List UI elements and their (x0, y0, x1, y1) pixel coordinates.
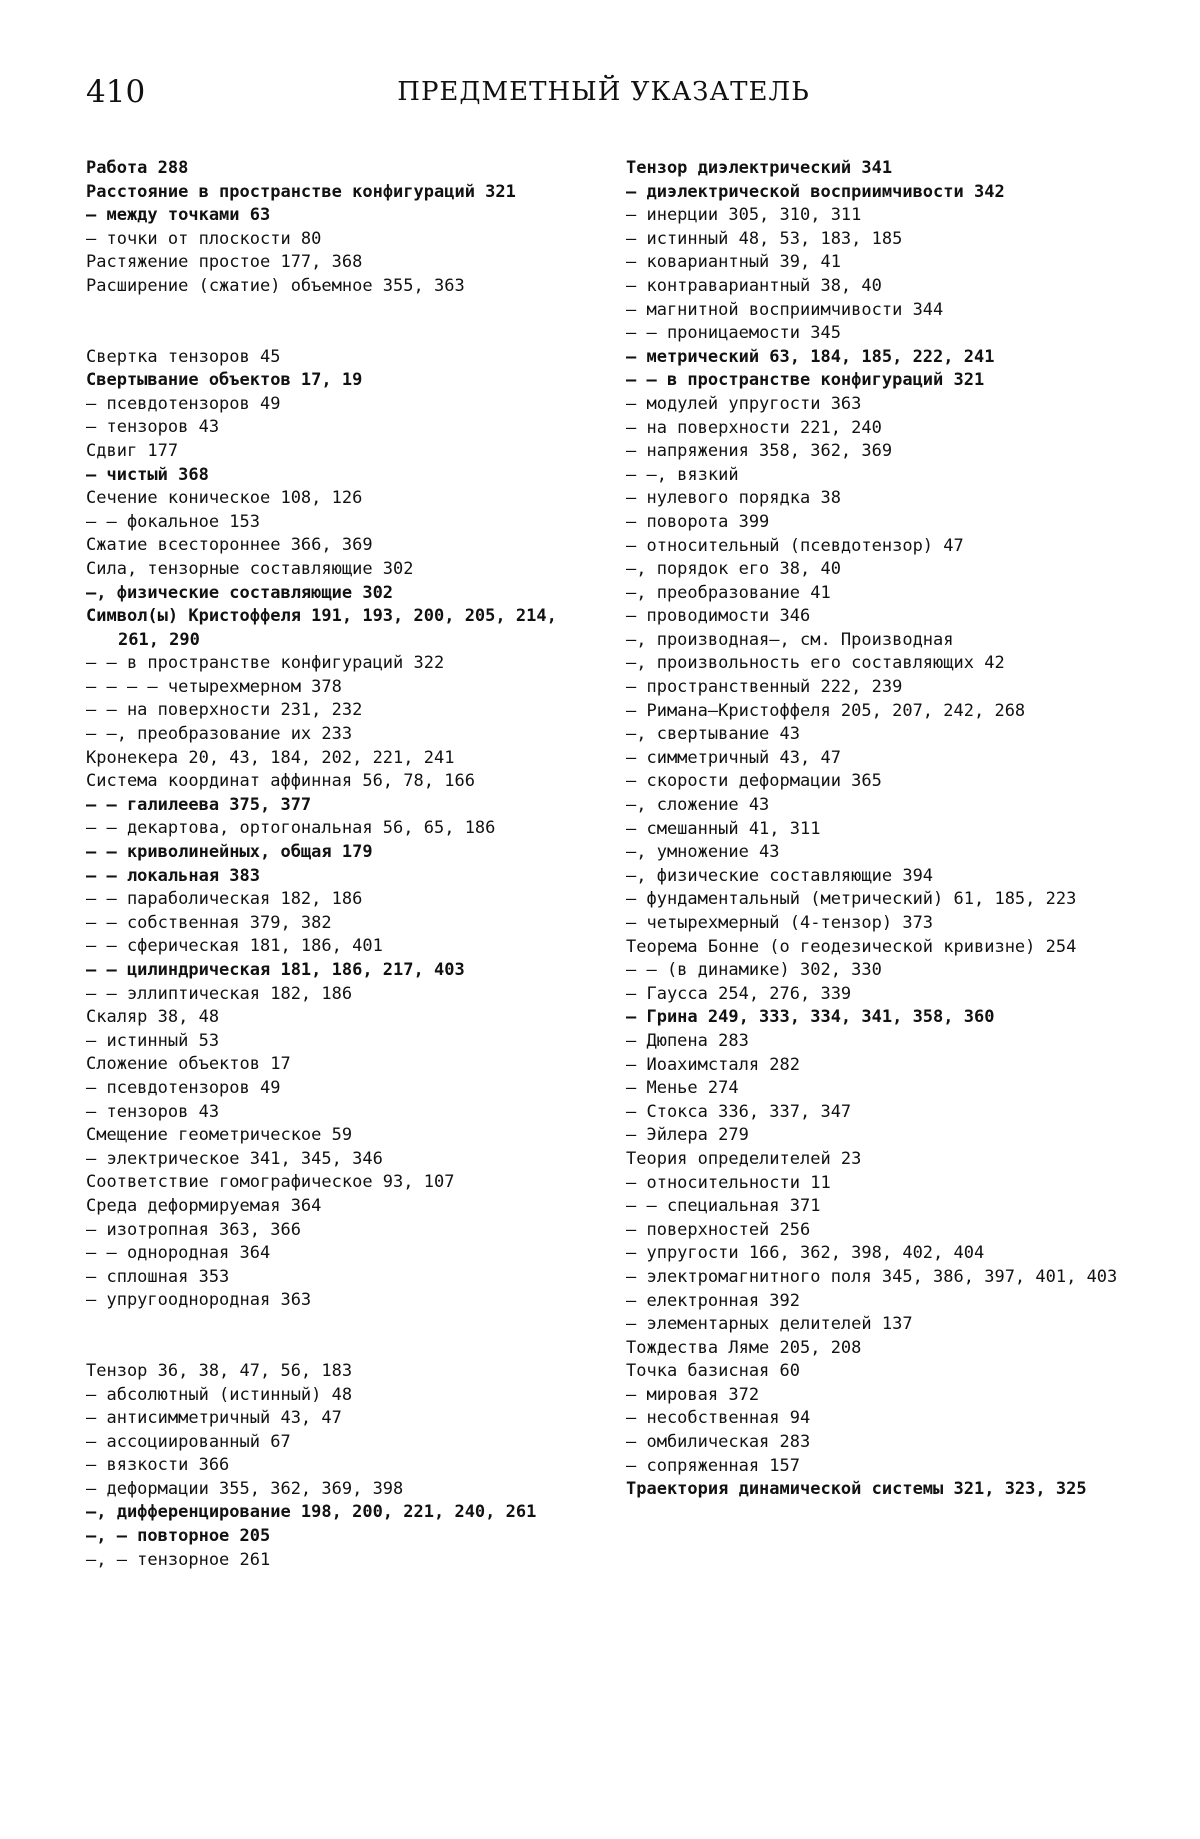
index-entry: — электромагнитного поля 345, 386, 397, 401, 403 (626, 1266, 1118, 1287)
index-entry: — — на поверхности 231, 232 (86, 700, 363, 721)
index-entry: — електронная 392 (626, 1290, 800, 1311)
index-entry: — псевдотензоров 49 (86, 1077, 281, 1098)
index-entry: — — локальная 383 (86, 865, 260, 886)
index-entry: Символ(ы) Кристоффеля 191, 193, 200, 205, 214, 261, 290 (86, 606, 557, 650)
index-entry: —, сложение 43 (626, 795, 770, 816)
index-entry: — напряжения 358, 362, 369 (626, 441, 893, 462)
index-entry: — — сферическая 181, 186, 401 (86, 936, 383, 957)
index-entry: — Иоахимсталя 282 (626, 1054, 800, 1075)
index-entry: —, производная—, см. Производная (626, 629, 954, 650)
index-entry: Сложение объектов 17 (86, 1054, 291, 1075)
index-entry: — поверхностей 256 (626, 1219, 811, 1240)
index-entry: Тензор диэлектрический 341 (626, 158, 893, 178)
index-entry: —, свертывание 43 (626, 724, 800, 745)
index-entry: — проводимости 346 (626, 606, 811, 627)
index-entry: — электрическое 341, 345, 346 (86, 1148, 383, 1169)
index-entry: — — в пространстве конфигураций 321 (626, 370, 985, 391)
index-entry: Работа 288 (86, 158, 189, 178)
index-entry: — — эллиптическая 182, 186 (86, 983, 353, 1004)
index-entry: — истинный 53 (86, 1030, 220, 1051)
index-entry: — диэлектрической восприимчивости 342 (626, 181, 1005, 202)
index-entry: —, физические составляющие 302 (86, 582, 394, 603)
index-entry: — симметричный 43, 47 (626, 747, 841, 768)
index-entry: Растяжение простое 177, 368 (86, 252, 363, 273)
index-entry: — тензоров 43 (86, 417, 220, 438)
index-entry: Расстояние в пространстве конфигураций 321 (86, 181, 516, 202)
index-entry: — —, вязкий (626, 464, 739, 485)
index-entry: Точка базисная 60 (626, 1361, 800, 1382)
index-entry: — Эйлера 279 (626, 1125, 749, 1146)
index-entry: Сечение коническое 108, 126 (86, 488, 363, 509)
index-entry: — —, преобразование их 233 (86, 724, 353, 745)
index-entry: — тензоров 43 (86, 1101, 220, 1122)
index-entry: — — декартова, ортогональная 56, 65, 186 (86, 818, 496, 839)
index-entry: — поворота 399 (626, 511, 770, 532)
index-entry: — антисимметричный 43, 47 (86, 1408, 342, 1429)
index-entry: — — галилеева 375, 377 (86, 794, 312, 815)
index-entry: Свертывание объектов 17, 19 (86, 370, 363, 391)
index-column-right (626, 157, 1121, 1502)
index-entry: — чистый 368 (86, 464, 209, 485)
index-entry: Свертка тензоров 45 (86, 346, 281, 367)
index-entry: Скаляр 38, 48 (86, 1007, 220, 1028)
index-entry: — инерции 305, 310, 311 (626, 205, 862, 226)
index-entry: — сплошная 353 (86, 1266, 230, 1287)
index-entry: — Менье 274 (626, 1078, 739, 1099)
index-entry: — ассоциированный 67 (86, 1431, 291, 1452)
index-entry: —, порядок его 38, 40 (626, 559, 841, 580)
index-entry: Сжатие всестороннее 366, 369 (86, 535, 373, 556)
index-entry: —, физические составляющие 394 (626, 865, 934, 886)
index-entry: — деформации 355, 362, 369, 398 (86, 1478, 404, 1499)
index-entry: — между точками 63 (86, 205, 271, 226)
index-entry: —, преобразование 41 (626, 582, 831, 603)
index-entry: Соответствие гомографическое 93, 107 (86, 1172, 455, 1193)
index-entry: — абсолютный (истинный) 48 (86, 1384, 353, 1405)
index-entry: — — проницаемости 345 (626, 323, 841, 344)
index-entry: — — фокальное 153 (86, 511, 260, 532)
index-entry: Система координат аффинная 56, 78, 166 (86, 771, 475, 792)
index-entry: — — цилиндрическая 181, 186, 217, 403 (86, 960, 465, 980)
index-entry: — истинный 48, 53, 183, 185 (626, 228, 903, 249)
index-entry: —, — повторное 205 (86, 1526, 271, 1547)
index-entry: — нулевого порядка 38 (626, 488, 841, 509)
index-entry: — скорости деформации 365 (626, 771, 882, 792)
index-entry: — — криволинейных, общая 179 (86, 842, 373, 863)
index-entry: — элементарных делителей 137 (626, 1314, 913, 1335)
index-entry: — Стокса 336, 337, 347 (626, 1101, 852, 1122)
index-entry: — несобственная 94 (626, 1408, 811, 1429)
index-entry: — сопряженная 157 (626, 1455, 800, 1476)
index-entry: — псевдотензоров 49 (86, 393, 281, 414)
index-entry: — — (в динамике) 302, 330 (626, 960, 882, 981)
index-entry: — магнитной восприимчивости 344 (626, 299, 944, 320)
index-entry: — модулей упругости 363 (626, 393, 862, 414)
index-entry: — Гаусса 254, 276, 339 (626, 983, 852, 1004)
index-entry: — — однородная 364 (86, 1243, 271, 1264)
index-entry: Среда деформируемая 364 (86, 1195, 322, 1216)
index-entry: — — в пространстве конфигураций 322 (86, 653, 445, 674)
index-entry: — четырехмерный (4-тензор) 373 (626, 913, 934, 933)
index-entry: — метрический 63, 184, 185, 222, 241 (626, 346, 995, 367)
index-entry: —, — тензорное 261 (86, 1549, 271, 1570)
index-entry: Теорема Бонне (о геодезической кривизне) 254 (626, 936, 1077, 957)
index-entry: — — собственная 379, 382 (86, 912, 332, 933)
index-entry: Сдвиг 177 (86, 440, 179, 461)
index-entry: — относительности 11 (626, 1172, 831, 1193)
index-entry: — — параболическая 182, 186 (86, 889, 363, 910)
index-entry: — изотропная 363, 366 (86, 1219, 301, 1240)
index-entry: —, произвольность его составляющих 42 (626, 653, 1005, 674)
index-entry: — пространственный 222, 239 (626, 677, 903, 698)
index-entry: — омбилическая 283 (626, 1432, 811, 1453)
index-entry: — — специальная 371 (626, 1196, 821, 1217)
index-entry: — Грина 249, 333, 334, 341, 358, 360 (626, 1007, 995, 1028)
index-entry: — на поверхности 221, 240 (626, 417, 882, 438)
page-header (86, 72, 1121, 112)
index-entry: — фундаментальный (метрический) 61, 185, 223 (626, 889, 1077, 910)
page-number: 410 (86, 74, 146, 110)
index-entry: — ковариантный 39, 41 (626, 252, 841, 273)
index-entry: — упругооднородная 363 (86, 1290, 312, 1311)
index-entry: Тензор 36, 38, 47, 56, 183 (86, 1360, 353, 1381)
index-entry: Расширение (сжатие) объемное 355, 363 (86, 275, 465, 296)
index-column-left (86, 157, 581, 1572)
index-entry: Сила, тензорные составляющие 302 (86, 558, 414, 579)
index-entry: Теория определителей 23 (626, 1148, 862, 1169)
index-entry: — вязкости 366 (86, 1455, 230, 1476)
index-entry: Траектория динамической системы 321, 323, 325 (626, 1479, 1087, 1500)
index-entry: — относительный (псевдотензор) 47 (626, 535, 964, 556)
index-entry: — мировая 372 (626, 1384, 760, 1405)
index-entry: Смещение геометрическое 59 (86, 1125, 353, 1146)
index-entry: —, дифференцирование 198, 200, 221, 240, 261 (86, 1502, 537, 1523)
index-entry: —, умножение 43 (626, 842, 780, 863)
index-entry: — Римана—Кристоффеля 205, 207, 242, 268 (626, 700, 1026, 721)
index-entry: — смешанный 41, 311 (626, 818, 821, 839)
index-entry: — упругости 166, 362, 398, 402, 404 (626, 1243, 985, 1264)
index-entry: Тождества Ляме 205, 208 (626, 1337, 862, 1358)
running-title: ПРЕДМЕТНЫЙ УКАЗАТЕЛЬ (397, 77, 810, 107)
index-entry: Кронекера 20, 43, 184, 202, 221, 241 (86, 747, 455, 768)
index-entry: — Дюпена 283 (626, 1030, 749, 1051)
index-entry: — контравариантный 38, 40 (626, 275, 882, 296)
index-entry: — точки от плоскости 80 (86, 228, 322, 249)
index-entry: — — — — четырехмерном 378 (86, 676, 342, 697)
